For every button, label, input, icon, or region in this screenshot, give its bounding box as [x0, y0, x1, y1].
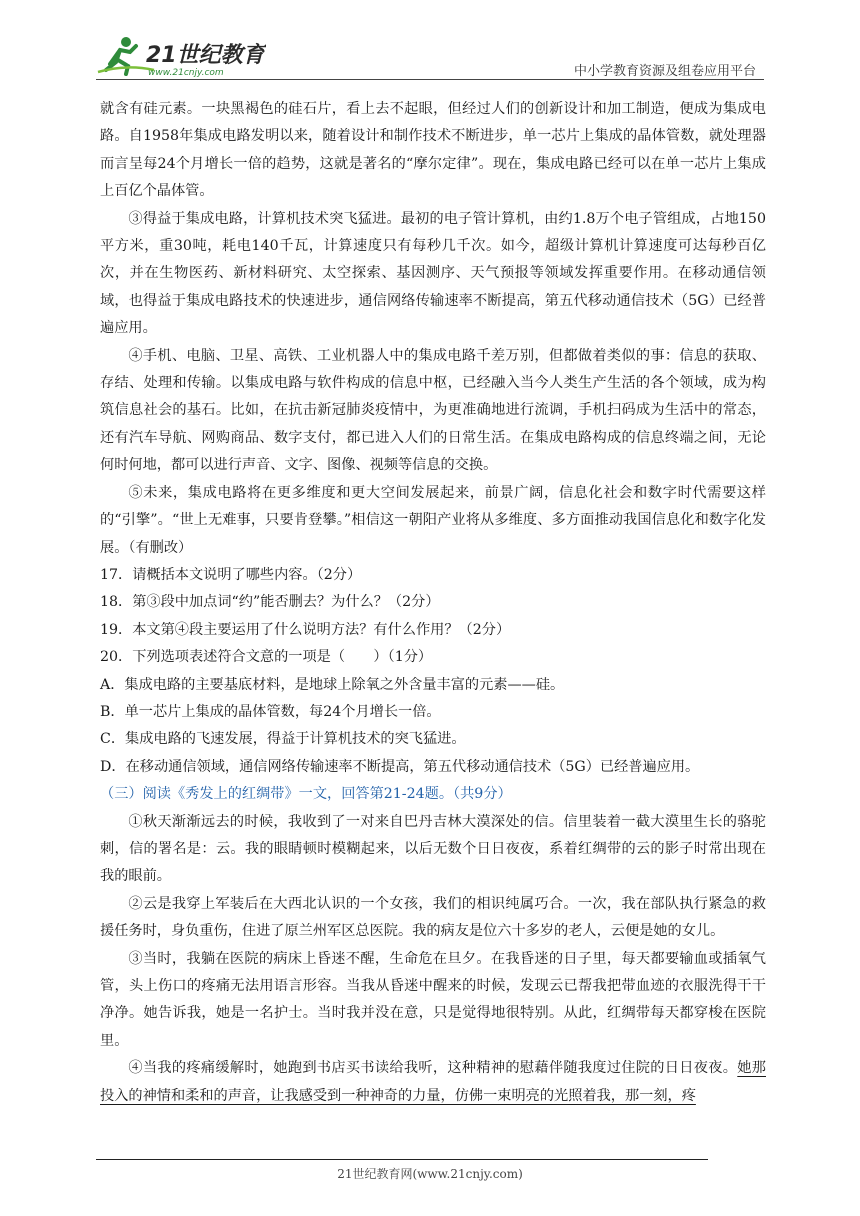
question-20: 20．下列选项表述符合文意的一项是（ ）（1分）	[100, 649, 433, 666]
page-footer: 21世纪教育网(www.21cnjy.com)	[337, 1167, 523, 1181]
question-19: 19．本文第④段主要运用了什么说明方法？有什么作用？（2分）	[100, 621, 511, 638]
option-b: B．单一芯片上集成的晶体管数，每24个月增长一倍。	[100, 703, 441, 720]
header-divider	[96, 79, 764, 80]
document-body	[100, 96, 766, 1110]
passage-continuation: 就含有硅元素。一块黑褐色的硅石片，看上去不起眼，但经过人们的创新设计和加工制造，便成为集成电路。自1958年集成电路发明以来，随着设计和制作技术不断进步，单一芯片上集成的晶体管数，就处理器而言呈每24个月增长一倍的趋势，这就是著名的“摩尔定律”。现在，集成电路已经可以在单一芯片上集成上百亿个晶体管。	[100, 101, 766, 200]
passage-paragraph-5: ⑤未来，集成电路将在更多维度和更大空间发展起来，前景广阔，信息化社会和数字时代需要这样的“引擎”。“世上无难事，只要肯登攀。”相信这一朝阳产业将从多维度、多方面推动我国信息化和数字化发展。（有删改）	[100, 484, 766, 556]
platform-title: 中小学教育资源及组卷应用平台	[573, 64, 756, 79]
story-paragraph-1: ①秋天渐渐远去的时候，我收到了一对来自巴丹吉林大漠深处的信。信里装着一截大漠里生长的骆驼刺，信的署名是：云。我的眼睛顿时模糊起来，以后无数个日日夜夜，系着红绸带的云的影子时常出现在我的眼前。	[100, 813, 766, 885]
question-17: 17．请概括本文说明了哪些内容。（2分）	[100, 566, 362, 583]
option-c: C．集成电路的飞速发展，得益于计算机技术的突飞猛进。	[100, 731, 466, 748]
option-a: A．集成电路的主要基底材料，是地球上除氧之外含量丰富的元素——硅。	[100, 676, 565, 693]
story-underlined-sentence: 她那投入的神情和柔和的声音，让我感受到一种神奇的力量，仿佛一束明亮的光照着我，那一刻，疼	[100, 1060, 766, 1104]
option-d: D．在移动通信领域，通信网络传输速率不断提高，第五代移动通信技术（5G）已经普遍应用。	[100, 758, 700, 775]
story-paragraph-4-text: ④当我的疼痛缓解时，她跑到书店买书读给我听，这种精神的慰藉伴随我度过住院的日日夜夜。	[128, 1060, 738, 1077]
story-paragraph-3: ③当时，我躺在医院的病床上昏迷不醒，生命危在旦夕。在我昏迷的日子里，每天都要输血或插氧气管，头上伤口的疼痛无法用语言形容。当我从昏迷中醒来的时候，发现云已帮我把带血迹的衣服洗得干干净净。她告诉我，她是一名护士。当时我并没在意，只是觉得地很特别。从此，红绸带每天都穿梭在医院里。	[100, 950, 766, 1049]
story-paragraph-4	[100, 1055, 766, 1110]
page-header	[96, 30, 764, 80]
logo-text: 21世纪教育	[146, 43, 265, 68]
logo-url: www.21cnjy.com	[148, 68, 224, 78]
footer-divider	[96, 1159, 708, 1160]
story-paragraph-2: ②云是我穿上军装后在大西北认识的一个女孩，我们的相识纯属巧合。一次，我在部队执行紧急的救援任务时，身负重伤，住进了原兰州军区总医院。我的病友是位六十多岁的老人，云便是她的女儿。	[100, 895, 766, 940]
question-18: 18．第③段中加点词“约”能否删去？为什么？（2分）	[100, 594, 440, 611]
site-logo	[96, 34, 266, 78]
passage-paragraph-3: ③得益于集成电路，计算机技术突飞猛进。最初的电子管计算机，由约1.8万个电子管组成，占地150平方米，重30吨，耗电140千瓦，计算速度只有每秒几千次。如今，超级计算机计算速度可达每秒百亿次，并在生物医药、新材料研究、太空探索、基因测序、天气预报等领域发挥重要作用。在移动通信领域，也得益于集成电路技术的快速进步，通信网络传输速率不断提高，第五代移动通信技术（5G）已经普遍应用。	[100, 210, 766, 337]
runner-logo-icon	[96, 34, 266, 78]
section-3-heading: （三）阅读《秀发上的红绸带》一文，回答第21-24题。（共9分）	[100, 786, 512, 803]
passage-paragraph-4: ④手机、电脑、卫星、高铁、工业机器人中的集成电路千差万别，但都做着类似的事：信息的获取、存结、处理和传输。以集成电路与软件构成的信息中枢，已经融入当今人类生产生活的各个领域，成为构筑信息社会的基石。比如，在抗击新冠肺炎疫情中，为更准确地进行流调，手机扫码成为生活中的常态，还有汽车导航、网购商品、数字支付，都已进入人们的日常生活。在集成电路构成的信息终端之间，无论何时何地，都可以进行声音、文字、图像、视频等信息的交换。	[100, 347, 766, 474]
